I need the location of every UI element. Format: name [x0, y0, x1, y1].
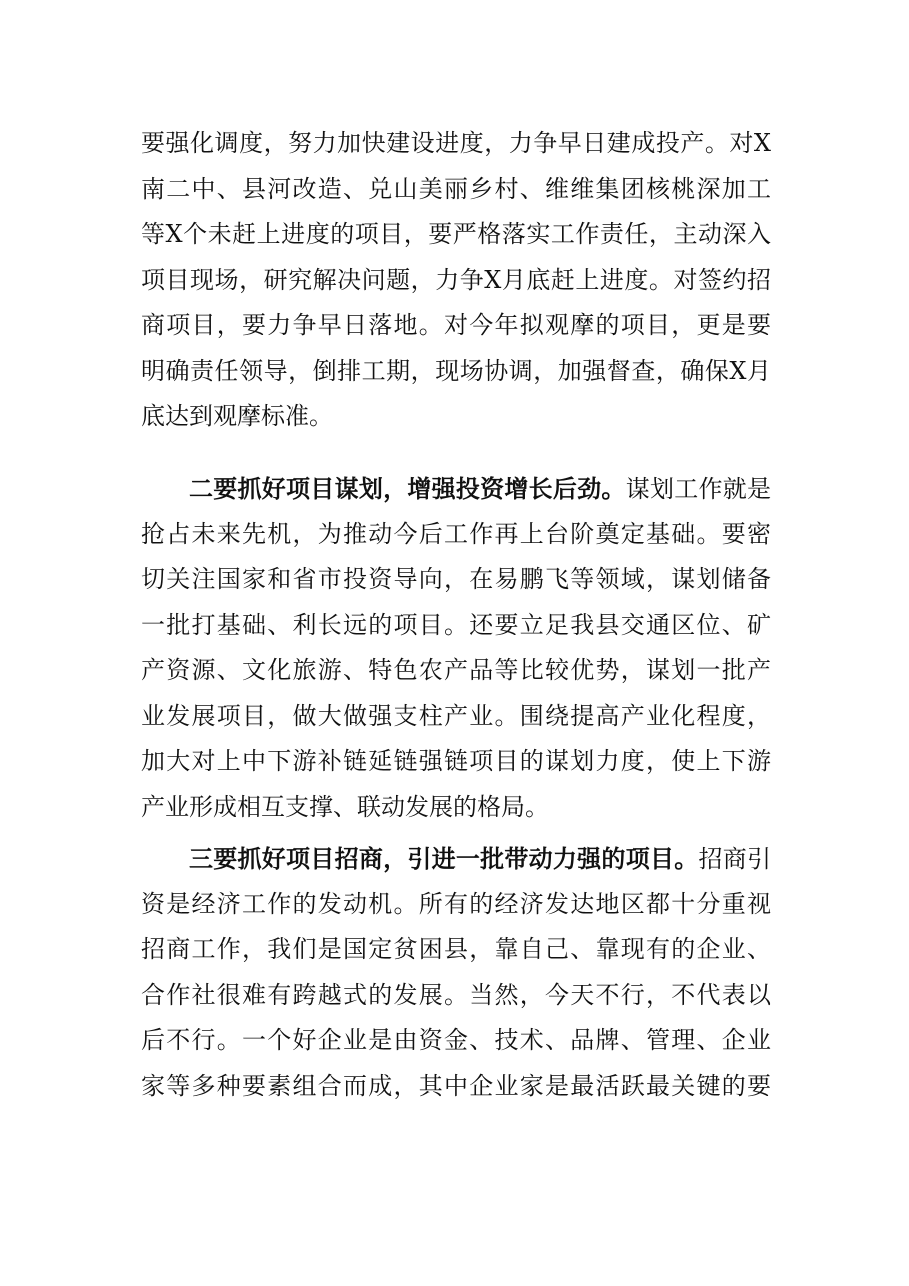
text-line: 项目现场，研究解决问题，力争X月底赶上进度。对签约招 — [141, 265, 771, 294]
section-heading: 三要抓好项目招商，引进一批带动力强的项目。 — [189, 844, 699, 873]
text-line: 商项目，要力争早日落地。对今年拟观摩的项目，更是要 — [141, 311, 771, 339]
text-line: 底达到观摩标准。 — [141, 402, 333, 430]
section-heading: 二要抓好项目谋划，增强投资增长后劲。 — [189, 474, 626, 503]
heading-continuation: 谋划工作就是 — [625, 475, 772, 503]
text-line: 合作社很难有跨越式的发展。当然，今天不行，不代表以 — [141, 980, 771, 1009]
paragraph-project-planning — [141, 466, 771, 830]
text-line: 南二中、县河改造、兑山美丽乡村、维维集团核桃深加工 — [141, 174, 771, 203]
text-line: 切关注国家和省市投资导向，在易鹏飞等领域，谋划储备 — [141, 565, 771, 593]
paragraph-project-construction — [141, 121, 771, 440]
text-line: 业发展项目，做大做强支柱产业。围绕提高产业化程度， — [141, 701, 771, 730]
text-line: 要强化调度，努力加快建设进度，力争早日建成投产。对X — [141, 129, 771, 157]
text-line: 后不行。一个好企业是由资金、技术、品牌、管理、企业 — [141, 1026, 771, 1054]
text-line: 一批打基础、利长远的项目。还要立足我县交通区位、矿 — [141, 610, 771, 639]
text-line: 产业形成相互支撑、联动发展的格局。 — [141, 792, 549, 821]
text-line: 产资源、文化旅游、特色农产品等比较优势，谋划一批产 — [141, 656, 771, 684]
text-line: 资是经济工作的发动机。所有的经济发达地区都十分重视 — [141, 889, 771, 918]
paragraph-first-line — [141, 836, 771, 882]
text-line: 等X个未赶上进度的项目，要严格落实工作责任，主动深入 — [141, 220, 771, 248]
heading-continuation: 招商引 — [698, 845, 772, 873]
text-line: 明确责任领导，倒排工期，现场协调，加强督查，确保X月 — [141, 356, 771, 385]
text-line: 招商工作，我们是国定贫困县，靠自己、靠现有的企业、 — [141, 935, 771, 963]
paragraph-first-line — [141, 466, 771, 512]
text-line: 加大对上中下游补链延链强链项目的谋划力度，使上下游 — [141, 747, 771, 775]
text-line: 抢占未来先机，为推动今后工作再上台阶奠定基础。要密 — [141, 519, 771, 548]
paragraph-investment-attraction — [141, 836, 771, 1109]
text-line: 家等多种要素组合而成，其中企业家是最活跃最关键的要 — [141, 1071, 771, 1100]
